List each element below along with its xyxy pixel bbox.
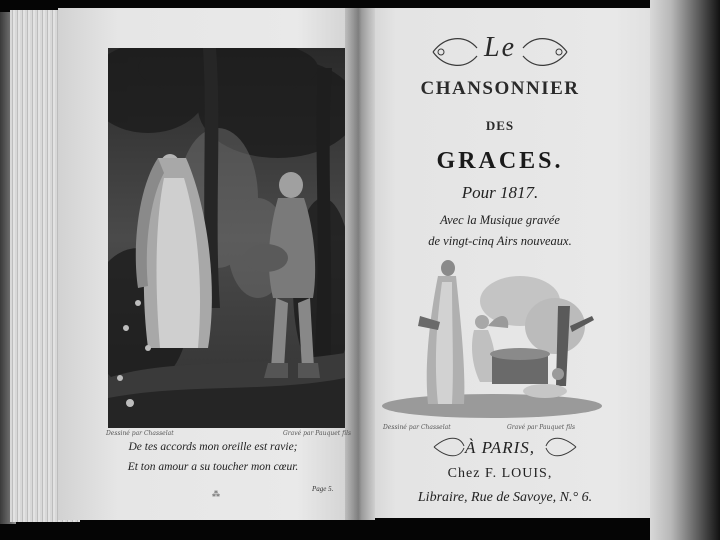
ornament-mark: ⁂ <box>212 490 220 499</box>
imprint-place: À PARIS, <box>464 438 535 457</box>
engraving-credit-engraved: Gravé par Pauquet fils <box>283 430 352 437</box>
caption-line-2: Et ton amour a su toucher mon cœur. <box>127 461 299 473</box>
subtitle-line-2: de vingt-cinq Airs nouveaux. <box>428 234 572 248</box>
title-year: Pour 1817. <box>461 183 539 202</box>
vignette-credit-drawn: Dessiné par Chasselat <box>383 424 451 431</box>
frontispiece-engraving <box>108 48 345 428</box>
title-vignette <box>380 256 605 421</box>
title-line-1: CHANSONNIER <box>420 78 580 99</box>
subtitle-line-1: Avec la Musique gravée <box>440 213 560 227</box>
page-reference: Page 5. <box>312 485 334 493</box>
imprint-publisher: Chez F. LOUIS, <box>447 466 553 481</box>
title-article: Le <box>484 32 516 63</box>
caption-line-1: De tes accords mon oreille est ravie; <box>128 441 298 453</box>
vignette-credit-engraved: Gravé par Pauquet fils <box>507 424 576 431</box>
engraving-credit-drawn: Dessiné par Chasselat <box>106 430 174 437</box>
title-line-2: DES <box>485 118 515 133</box>
imprint-address: Libraire, Rue de Savoye, N.° 6. <box>417 490 593 505</box>
title-line-3: GRACES. <box>436 148 564 174</box>
right-edge-shadow <box>650 0 720 540</box>
